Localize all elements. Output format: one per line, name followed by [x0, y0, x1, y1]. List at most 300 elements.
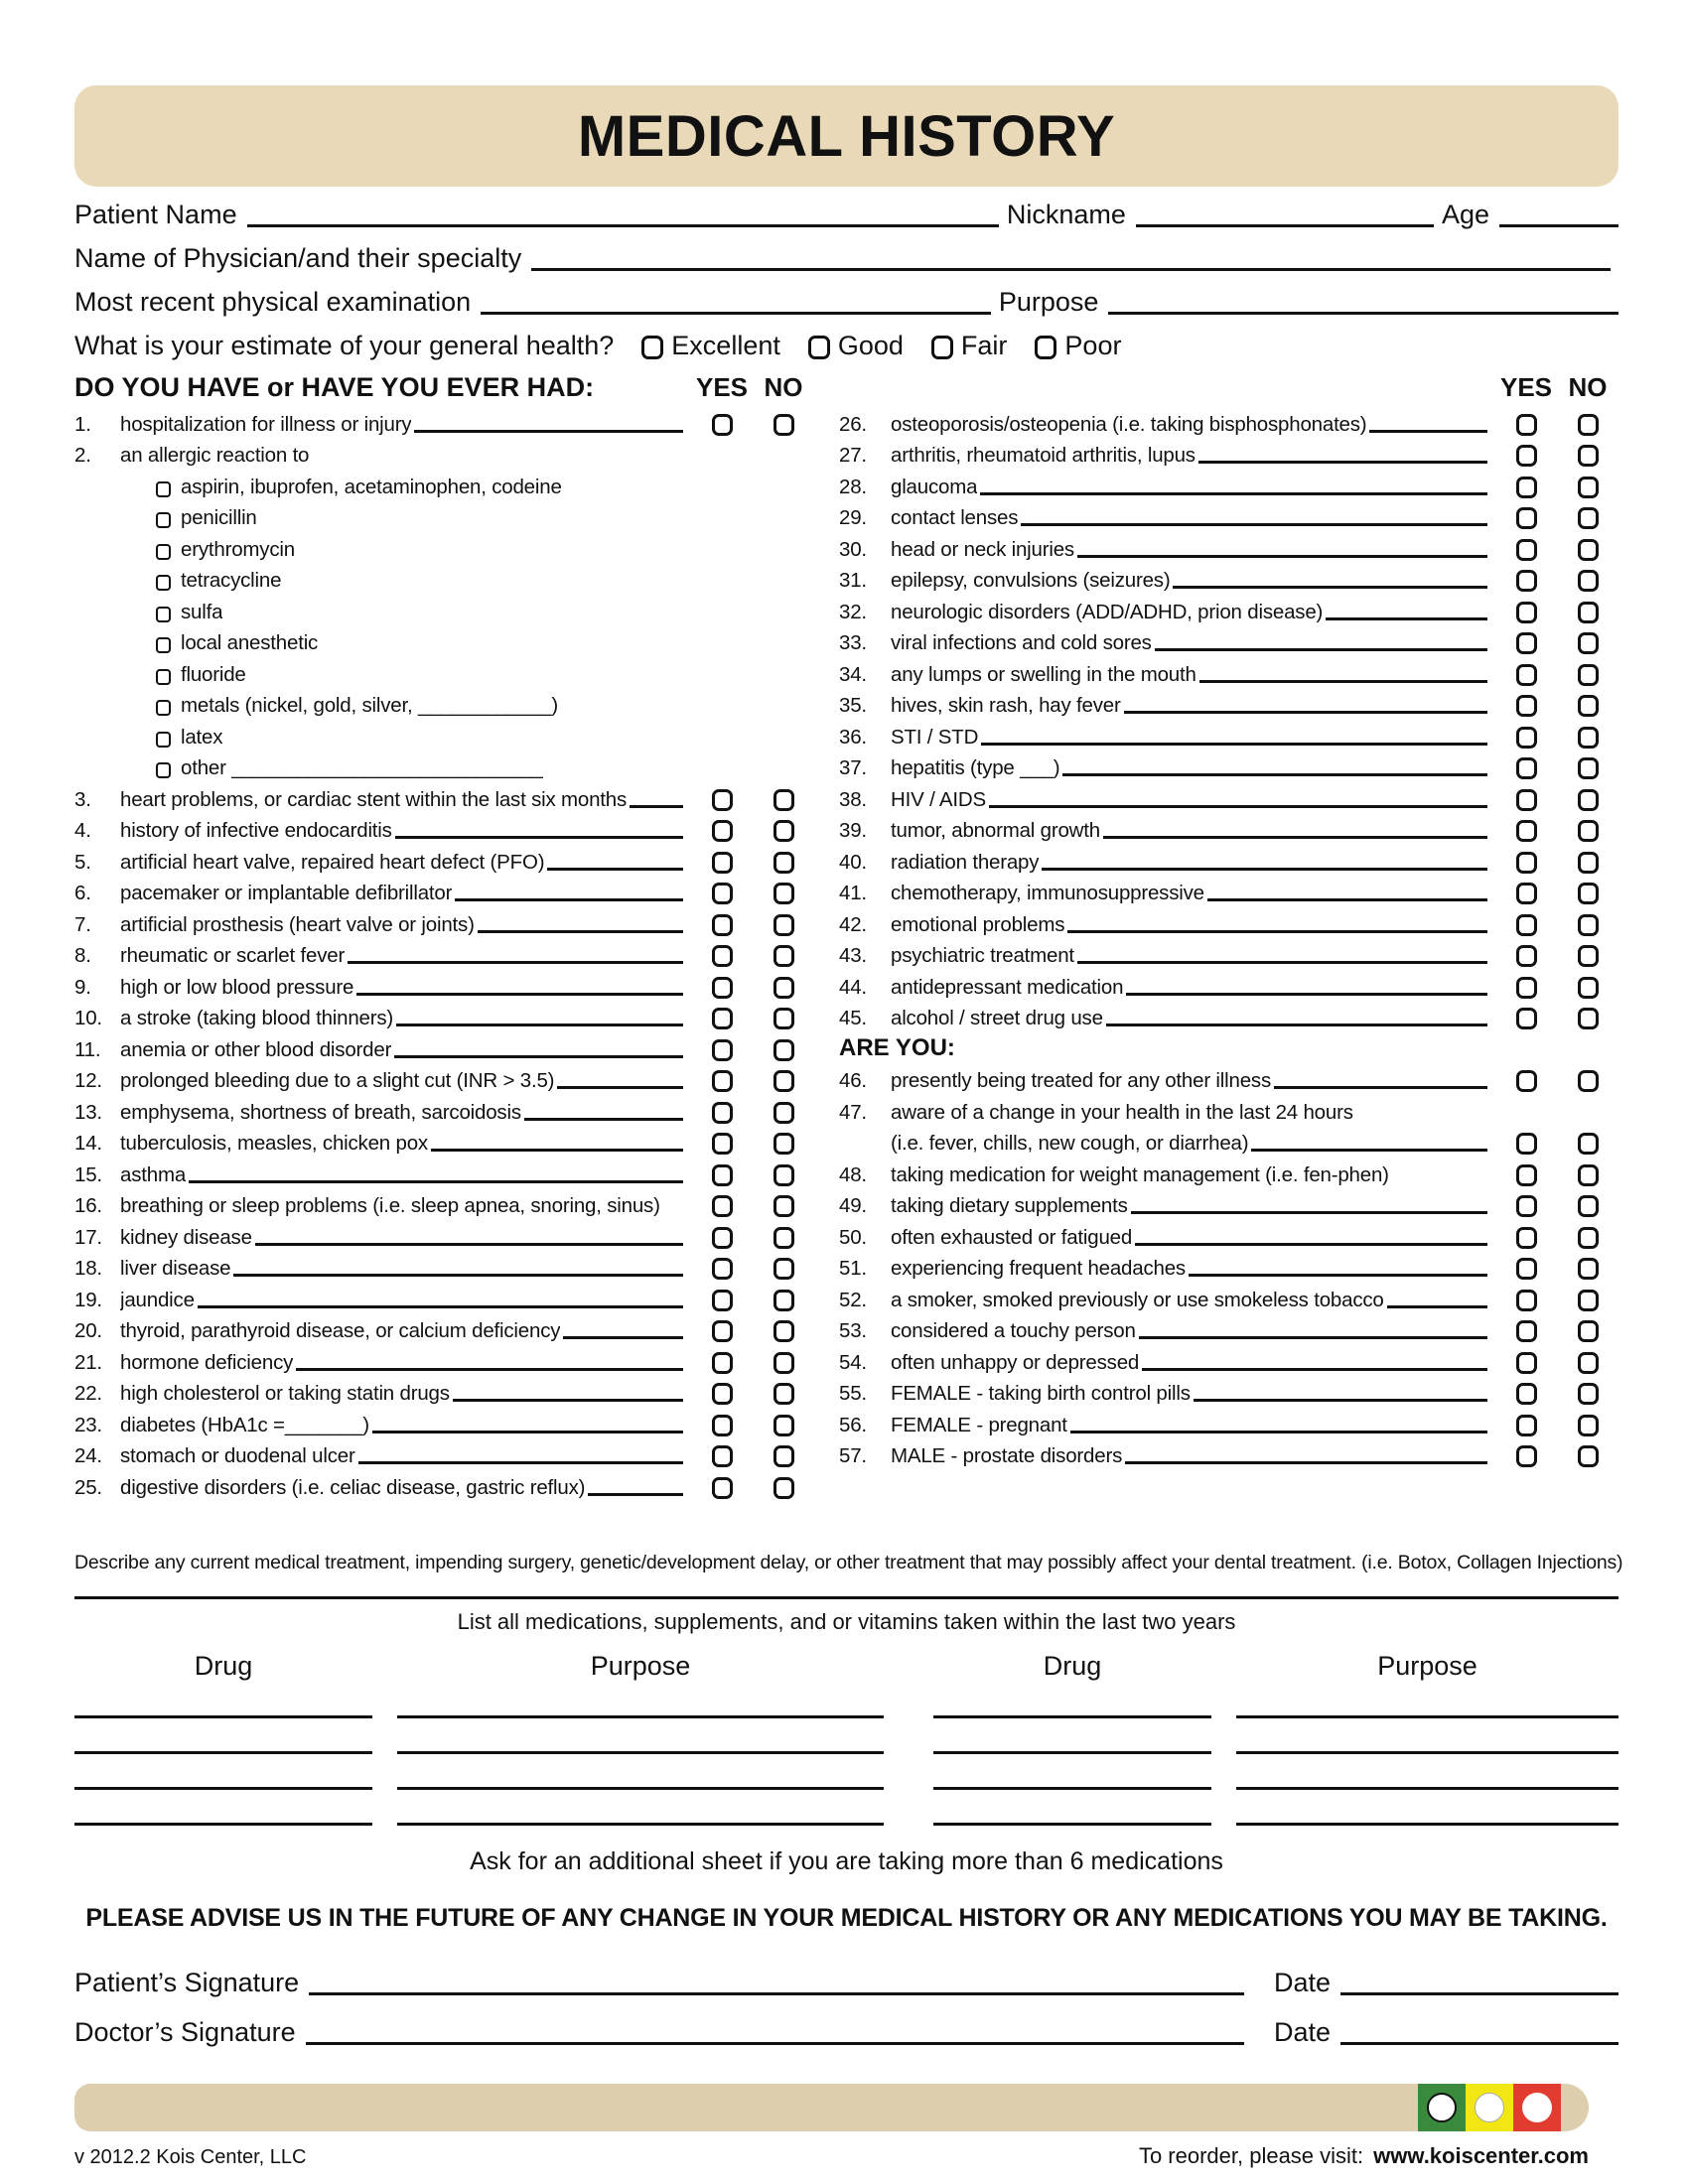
question-number: 30. [839, 537, 867, 561]
answer-line[interactable] [1207, 898, 1487, 901]
allergy-checkbox[interactable] [156, 669, 171, 685]
no-checkbox[interactable] [774, 1445, 794, 1467]
no-checkbox[interactable] [1578, 414, 1599, 436]
yes-checkbox[interactable] [1516, 945, 1537, 967]
yes-checkbox[interactable] [1516, 727, 1537, 749]
answer-line[interactable] [1251, 1149, 1487, 1152]
answer-line[interactable] [1194, 1399, 1487, 1402]
medication-line[interactable] [933, 1718, 1211, 1754]
yes-cell [1495, 570, 1557, 595]
no-cell [1557, 820, 1618, 845]
answer-line[interactable] [455, 898, 683, 901]
yes-cell [691, 1102, 753, 1127]
question-text: arthritis, rheumatoid arthritis, lupus [891, 444, 1196, 467]
question-number: 29. [839, 506, 867, 529]
question-row [74, 1158, 814, 1189]
yes-cell [1495, 1290, 1557, 1314]
answer-line[interactable] [588, 1493, 683, 1496]
yes-checkbox[interactable] [712, 977, 733, 999]
answer-line[interactable] [1198, 461, 1487, 464]
physician-field[interactable] [531, 241, 1611, 271]
answer-line[interactable] [1369, 430, 1487, 433]
health-checkbox-excellent[interactable] [641, 336, 663, 359]
patient-name-field[interactable] [247, 198, 999, 227]
allergy-checkbox[interactable] [156, 575, 171, 591]
answer-line[interactable] [1387, 1305, 1487, 1308]
no-cell [1557, 632, 1618, 657]
no-checkbox[interactable] [1578, 507, 1599, 529]
no-checkbox[interactable] [1578, 695, 1599, 717]
no-checkbox[interactable] [774, 1415, 794, 1436]
reorder-url[interactable]: www.koiscenter.com [1373, 2142, 1589, 2168]
answer-line[interactable] [989, 805, 1487, 808]
checklist-header-left [74, 367, 814, 407]
no-checkbox[interactable] [1578, 1133, 1599, 1155]
no-cell [1557, 789, 1618, 814]
question-text: osteoporosis/osteopenia (i.e. taking bisphosphonates) [891, 412, 1367, 436]
no-checkbox[interactable] [1578, 1445, 1599, 1467]
medication-line[interactable] [1236, 1683, 1618, 1718]
question-row [74, 970, 814, 1002]
yes-checkbox[interactable] [712, 1445, 733, 1467]
yes-checkbox[interactable] [1516, 1164, 1537, 1186]
question-row [839, 814, 1618, 846]
age-field[interactable] [1499, 198, 1618, 227]
health-option-fair [931, 331, 1008, 361]
answer-line[interactable] [563, 1336, 683, 1339]
question-text: FEMALE - taking birth control pills [891, 1382, 1191, 1405]
no-checkbox[interactable] [1578, 1383, 1599, 1405]
answer-line[interactable] [1189, 1274, 1487, 1277]
no-cell [753, 1415, 814, 1439]
no-checkbox[interactable] [774, 1102, 794, 1124]
yes-checkbox[interactable] [1516, 1227, 1537, 1249]
yes-checkbox[interactable] [1516, 1320, 1537, 1342]
answer-line[interactable] [1021, 523, 1487, 526]
no-checkbox[interactable] [774, 1320, 794, 1342]
answer-line[interactable] [1131, 1211, 1487, 1214]
no-checkbox[interactable] [1578, 1227, 1599, 1249]
no-checkbox[interactable] [1578, 977, 1599, 999]
question-text: breathing or sleep problems (i.e. sleep apnea, snoring, sinus) [120, 1194, 660, 1217]
yes-checkbox[interactable] [1516, 757, 1537, 779]
yes-checkbox[interactable] [712, 852, 733, 874]
answer-line[interactable] [1199, 680, 1487, 683]
medication-line[interactable] [74, 1718, 372, 1754]
medication-header-row [74, 1651, 1618, 1683]
no-checkbox[interactable] [1578, 1070, 1599, 1092]
question-text: stomach or duodenal ulcer [120, 1444, 355, 1467]
question-row [74, 877, 814, 908]
no-cell [753, 1102, 814, 1127]
no-checkbox[interactable] [774, 414, 794, 436]
allergy-checkbox[interactable] [156, 762, 171, 778]
nickname-label: Nickname [1006, 200, 1126, 229]
answer-line[interactable] [1126, 993, 1487, 996]
question-row [74, 1064, 814, 1096]
answer-line[interactable] [431, 1149, 683, 1152]
medication-line[interactable] [933, 1683, 1211, 1718]
no-checkbox[interactable] [1578, 1164, 1599, 1186]
medication-line[interactable] [1236, 1790, 1618, 1826]
answer-line[interactable] [478, 930, 683, 933]
no-cell [753, 1352, 814, 1377]
no-checkbox[interactable] [774, 789, 794, 811]
yes-checkbox[interactable] [1516, 820, 1537, 842]
yes-checkbox[interactable] [712, 1320, 733, 1342]
yes-checkbox[interactable] [1516, 883, 1537, 904]
no-cell [1557, 1415, 1618, 1439]
yes-checkbox[interactable] [712, 1383, 733, 1405]
medication-line[interactable] [74, 1790, 372, 1826]
question-text: tuberculosis, measles, chicken pox [120, 1132, 428, 1155]
yes-checkbox[interactable] [712, 883, 733, 904]
answer-line[interactable] [1142, 1368, 1487, 1371]
answer-line[interactable] [630, 805, 683, 808]
yes-checkbox[interactable] [1516, 1258, 1537, 1280]
no-checkbox[interactable] [774, 1227, 794, 1249]
allergy-checkbox[interactable] [156, 481, 171, 497]
no-checkbox[interactable] [1578, 664, 1599, 686]
no-checkbox[interactable] [774, 1352, 794, 1374]
answer-line[interactable] [396, 1024, 683, 1026]
yes-cell [691, 1383, 753, 1408]
yes-checkbox[interactable] [1516, 477, 1537, 498]
medication-line[interactable] [74, 1754, 372, 1790]
yes-checkbox[interactable] [712, 945, 733, 967]
medication-line[interactable] [1236, 1754, 1618, 1790]
no-checkbox[interactable] [1578, 852, 1599, 874]
question-number: 5. [74, 850, 91, 874]
yes-checkbox[interactable] [712, 1195, 733, 1217]
no-checkbox[interactable] [774, 852, 794, 874]
yes-checkbox[interactable] [1516, 695, 1537, 717]
no-checkbox[interactable] [1578, 602, 1599, 623]
allergy-option-row [74, 532, 814, 564]
answer-line[interactable] [348, 961, 683, 964]
date-label: Date [1273, 1967, 1331, 1997]
yes-checkbox[interactable] [712, 914, 733, 936]
health-checkbox-poor[interactable] [1035, 336, 1056, 359]
allergy-option-row [74, 501, 814, 533]
question-text: chemotherapy, immunosuppressive [891, 882, 1204, 904]
medication-line[interactable] [74, 1683, 372, 1718]
answer-line[interactable] [1077, 555, 1487, 558]
medication-column-header: Purpose [1377, 1650, 1477, 1681]
yes-checkbox[interactable] [1516, 789, 1537, 811]
yes-checkbox[interactable] [1516, 914, 1537, 936]
answer-line[interactable] [1326, 617, 1487, 620]
answer-line[interactable] [981, 743, 1487, 746]
allergy-option-label: erythromycin [181, 537, 295, 561]
no-checkbox[interactable] [1578, 789, 1599, 811]
yes-checkbox[interactable] [1516, 852, 1537, 874]
patient-date-field[interactable] [1340, 1966, 1618, 1995]
yes-checkbox[interactable] [712, 1008, 733, 1029]
no-cell [1557, 1383, 1618, 1408]
medication-line[interactable] [933, 1790, 1211, 1826]
health-checkbox-fair[interactable] [931, 336, 953, 359]
nickname-field[interactable] [1136, 198, 1434, 227]
yes-checkbox[interactable] [1516, 1290, 1537, 1311]
no-checkbox[interactable] [1578, 883, 1599, 904]
answer-line[interactable] [233, 1274, 683, 1277]
checklist-right-column [839, 367, 1618, 1502]
answer-line[interactable] [1077, 961, 1487, 964]
question-text: hospitalization for illness or injury [120, 412, 412, 436]
no-cell [753, 1039, 814, 1064]
no-checkbox[interactable] [1578, 820, 1599, 842]
yes-column-header: YES [695, 371, 749, 402]
no-checkbox[interactable] [1578, 1352, 1599, 1374]
yes-checkbox[interactable] [712, 820, 733, 842]
question-number: 48. [839, 1162, 867, 1186]
medication-line[interactable] [397, 1718, 884, 1754]
no-cell [1557, 477, 1618, 501]
yes-checkbox[interactable] [712, 1133, 733, 1155]
allergy-checkbox[interactable] [156, 732, 171, 748]
allergy-checkbox[interactable] [156, 700, 171, 716]
yes-checkbox[interactable] [1516, 570, 1537, 592]
no-checkbox[interactable] [774, 883, 794, 904]
yes-cell [1495, 1383, 1557, 1408]
yes-checkbox[interactable] [712, 1102, 733, 1124]
answer-line[interactable] [1124, 711, 1487, 714]
answer-line[interactable] [1042, 868, 1487, 871]
yes-cell [1495, 852, 1557, 877]
question-text: viral infections and cold sores [891, 631, 1152, 654]
no-checkbox[interactable] [774, 1258, 794, 1280]
question-text: experiencing frequent headaches [891, 1257, 1186, 1280]
no-checkbox[interactable] [1578, 1258, 1599, 1280]
no-checkbox[interactable] [774, 914, 794, 936]
question-row [839, 782, 1618, 814]
answer-line[interactable] [1155, 648, 1487, 651]
question-row [74, 1314, 814, 1346]
question-row [839, 1158, 1618, 1189]
version-text: v 2012.2 Kois Center, LLC [74, 2145, 307, 2168]
no-checkbox[interactable] [774, 1070, 794, 1092]
answer-line[interactable] [524, 1118, 683, 1121]
green-marker-hole [1427, 2093, 1457, 2122]
yes-checkbox[interactable] [1516, 445, 1537, 467]
answer-line[interactable] [1070, 1431, 1487, 1433]
no-cell [753, 852, 814, 877]
no-checkbox[interactable] [1578, 945, 1599, 967]
medication-line[interactable] [397, 1683, 884, 1718]
answer-line[interactable] [189, 1180, 683, 1183]
question-number: 6. [74, 882, 91, 904]
no-cell [753, 1008, 814, 1032]
answer-line[interactable] [255, 1243, 683, 1246]
purpose-field[interactable] [1108, 285, 1618, 315]
yes-checkbox[interactable] [1516, 507, 1537, 529]
no-checkbox[interactable] [1578, 914, 1599, 936]
medication-line[interactable] [1236, 1718, 1618, 1754]
form-title: MEDICAL HISTORY [577, 103, 1116, 169]
health-option-excellent [641, 331, 780, 361]
medication-line[interactable] [933, 1754, 1211, 1790]
yes-checkbox[interactable] [712, 414, 733, 436]
yes-checkbox[interactable] [712, 1227, 733, 1249]
no-checkbox[interactable] [774, 1477, 794, 1499]
medication-list-title: List all medications, supplements, and or vitamins taken within the last two years [457, 1608, 1236, 1634]
yes-checkbox[interactable] [712, 789, 733, 811]
yes-checkbox[interactable] [1516, 539, 1537, 561]
medication-line[interactable] [397, 1790, 884, 1826]
yes-checkbox[interactable] [1516, 1070, 1537, 1092]
question-text: often exhausted or fatigued [891, 1225, 1133, 1249]
question-row [74, 1002, 814, 1033]
no-checkbox[interactable] [1578, 539, 1599, 561]
question-number: 11. [74, 1037, 101, 1061]
no-checkbox[interactable] [1578, 1008, 1599, 1029]
question-number: 2. [74, 444, 91, 467]
answer-line[interactable] [547, 868, 683, 871]
yes-checkbox[interactable] [712, 1415, 733, 1436]
answer-line[interactable] [414, 430, 683, 433]
no-checkbox[interactable] [774, 1164, 794, 1186]
no-checkbox[interactable] [1578, 445, 1599, 467]
yes-checkbox[interactable] [712, 1070, 733, 1092]
yes-checkbox[interactable] [1516, 1445, 1537, 1467]
question-number: 31. [839, 569, 867, 592]
yes-checkbox[interactable] [1516, 977, 1537, 999]
patient-signature-field[interactable] [309, 1966, 1244, 1995]
yes-checkbox[interactable] [1516, 1008, 1537, 1029]
medication-line[interactable] [397, 1754, 884, 1790]
no-checkbox[interactable] [1578, 477, 1599, 498]
yes-checkbox[interactable] [1516, 1383, 1537, 1405]
no-cell [1557, 695, 1618, 720]
question-text: glaucoma [891, 475, 978, 498]
question-row [839, 1439, 1618, 1471]
yes-checkbox[interactable] [712, 1164, 733, 1186]
medication-row [74, 1754, 1618, 1790]
answer-line[interactable] [1274, 1086, 1487, 1089]
answer-line[interactable] [1106, 1024, 1487, 1026]
allergy-option-label: fluoride [181, 662, 246, 686]
no-checkbox[interactable] [774, 1133, 794, 1155]
no-checkbox[interactable] [774, 1008, 794, 1029]
yes-cell [691, 1352, 753, 1377]
allergy-checkbox[interactable] [156, 607, 171, 622]
answer-line[interactable] [453, 1399, 683, 1402]
answer-line[interactable] [1139, 1336, 1487, 1339]
question-text: heart problems, or cardiac stent within the last six months [120, 787, 628, 811]
yes-checkbox[interactable] [712, 1039, 733, 1061]
yes-checkbox[interactable] [1516, 1195, 1537, 1217]
question-text: often unhappy or depressed [891, 1350, 1140, 1374]
no-checkbox[interactable] [774, 945, 794, 967]
answer-line[interactable] [1135, 1243, 1487, 1246]
no-checkbox[interactable] [1578, 632, 1599, 654]
no-checkbox[interactable] [1578, 1195, 1599, 1217]
yes-checkbox[interactable] [712, 1290, 733, 1311]
answer-line[interactable] [1067, 930, 1487, 933]
answer-line[interactable] [395, 836, 683, 839]
health-option-label: Poor [1064, 331, 1122, 360]
question-text: asthma [120, 1162, 187, 1186]
question-row [74, 1127, 814, 1159]
question-number: 27. [839, 444, 867, 467]
answer-line[interactable] [557, 1086, 683, 1089]
yes-checkbox[interactable] [1516, 602, 1537, 623]
doctor-signature-field[interactable] [306, 2015, 1244, 2045]
answer-line[interactable] [358, 1461, 683, 1464]
yes-cell [691, 1290, 753, 1314]
answer-line[interactable] [1173, 586, 1487, 589]
answer-line[interactable] [1062, 773, 1487, 776]
no-cell [1557, 757, 1618, 782]
allergy-checkbox[interactable] [156, 544, 171, 560]
no-checkbox[interactable] [1578, 1415, 1599, 1436]
yes-cell [1495, 727, 1557, 751]
answer-line[interactable] [394, 1055, 683, 1058]
yes-cell [1495, 1415, 1557, 1439]
question-row [74, 845, 814, 877]
question-number: 4. [74, 819, 91, 842]
question-row [74, 1032, 814, 1064]
doctor-date-field[interactable] [1340, 2015, 1618, 2045]
yes-checkbox[interactable] [712, 1258, 733, 1280]
no-checkbox[interactable] [1578, 757, 1599, 779]
no-cell [1557, 945, 1618, 970]
yes-checkbox[interactable] [1516, 632, 1537, 654]
allergy-checkbox[interactable] [156, 637, 171, 653]
answer-line[interactable] [198, 1305, 683, 1308]
answer-line[interactable] [372, 1431, 683, 1433]
no-checkbox[interactable] [1578, 727, 1599, 749]
question-text: hives, skin rash, hay fever [891, 694, 1121, 717]
allergy-checkbox[interactable] [156, 512, 171, 528]
answer-line[interactable] [1103, 836, 1487, 839]
health-checkbox-good[interactable] [808, 336, 830, 359]
question-row [839, 1314, 1618, 1346]
no-checkbox[interactable] [1578, 1290, 1599, 1311]
question-text: history of infective endocarditis [120, 819, 392, 842]
no-checkbox[interactable] [774, 1383, 794, 1405]
answer-line[interactable] [296, 1368, 683, 1371]
question-text: presently being treated for any other illness [891, 1069, 1272, 1092]
no-checkbox[interactable] [774, 1290, 794, 1311]
no-checkbox[interactable] [774, 1039, 794, 1061]
yes-cell [691, 883, 753, 907]
answer-line[interactable] [1125, 1461, 1487, 1464]
question-row [74, 782, 814, 814]
exam-field[interactable] [481, 285, 991, 315]
no-checkbox[interactable] [1578, 1320, 1599, 1342]
no-checkbox[interactable] [774, 977, 794, 999]
yes-checkbox[interactable] [1516, 1352, 1537, 1374]
no-checkbox[interactable] [774, 820, 794, 842]
yes-checkbox[interactable] [712, 1477, 733, 1499]
patient-signature-label: Patient’s Signature [74, 1967, 300, 1997]
treatment-field[interactable] [74, 1596, 1618, 1599]
yes-checkbox[interactable] [1516, 414, 1537, 436]
no-checkbox[interactable] [774, 1195, 794, 1217]
yes-checkbox[interactable] [1516, 664, 1537, 686]
yes-checkbox[interactable] [712, 1352, 733, 1374]
yes-checkbox[interactable] [1516, 1415, 1537, 1436]
answer-line[interactable] [980, 492, 1487, 495]
no-cell [753, 945, 814, 970]
answer-line[interactable] [356, 993, 683, 996]
question-number: 54. [839, 1350, 867, 1374]
yes-checkbox[interactable] [1516, 1133, 1537, 1155]
question-text: digestive disorders (i.e. celiac disease, gastric reflux) [120, 1475, 586, 1499]
no-checkbox[interactable] [1578, 570, 1599, 592]
